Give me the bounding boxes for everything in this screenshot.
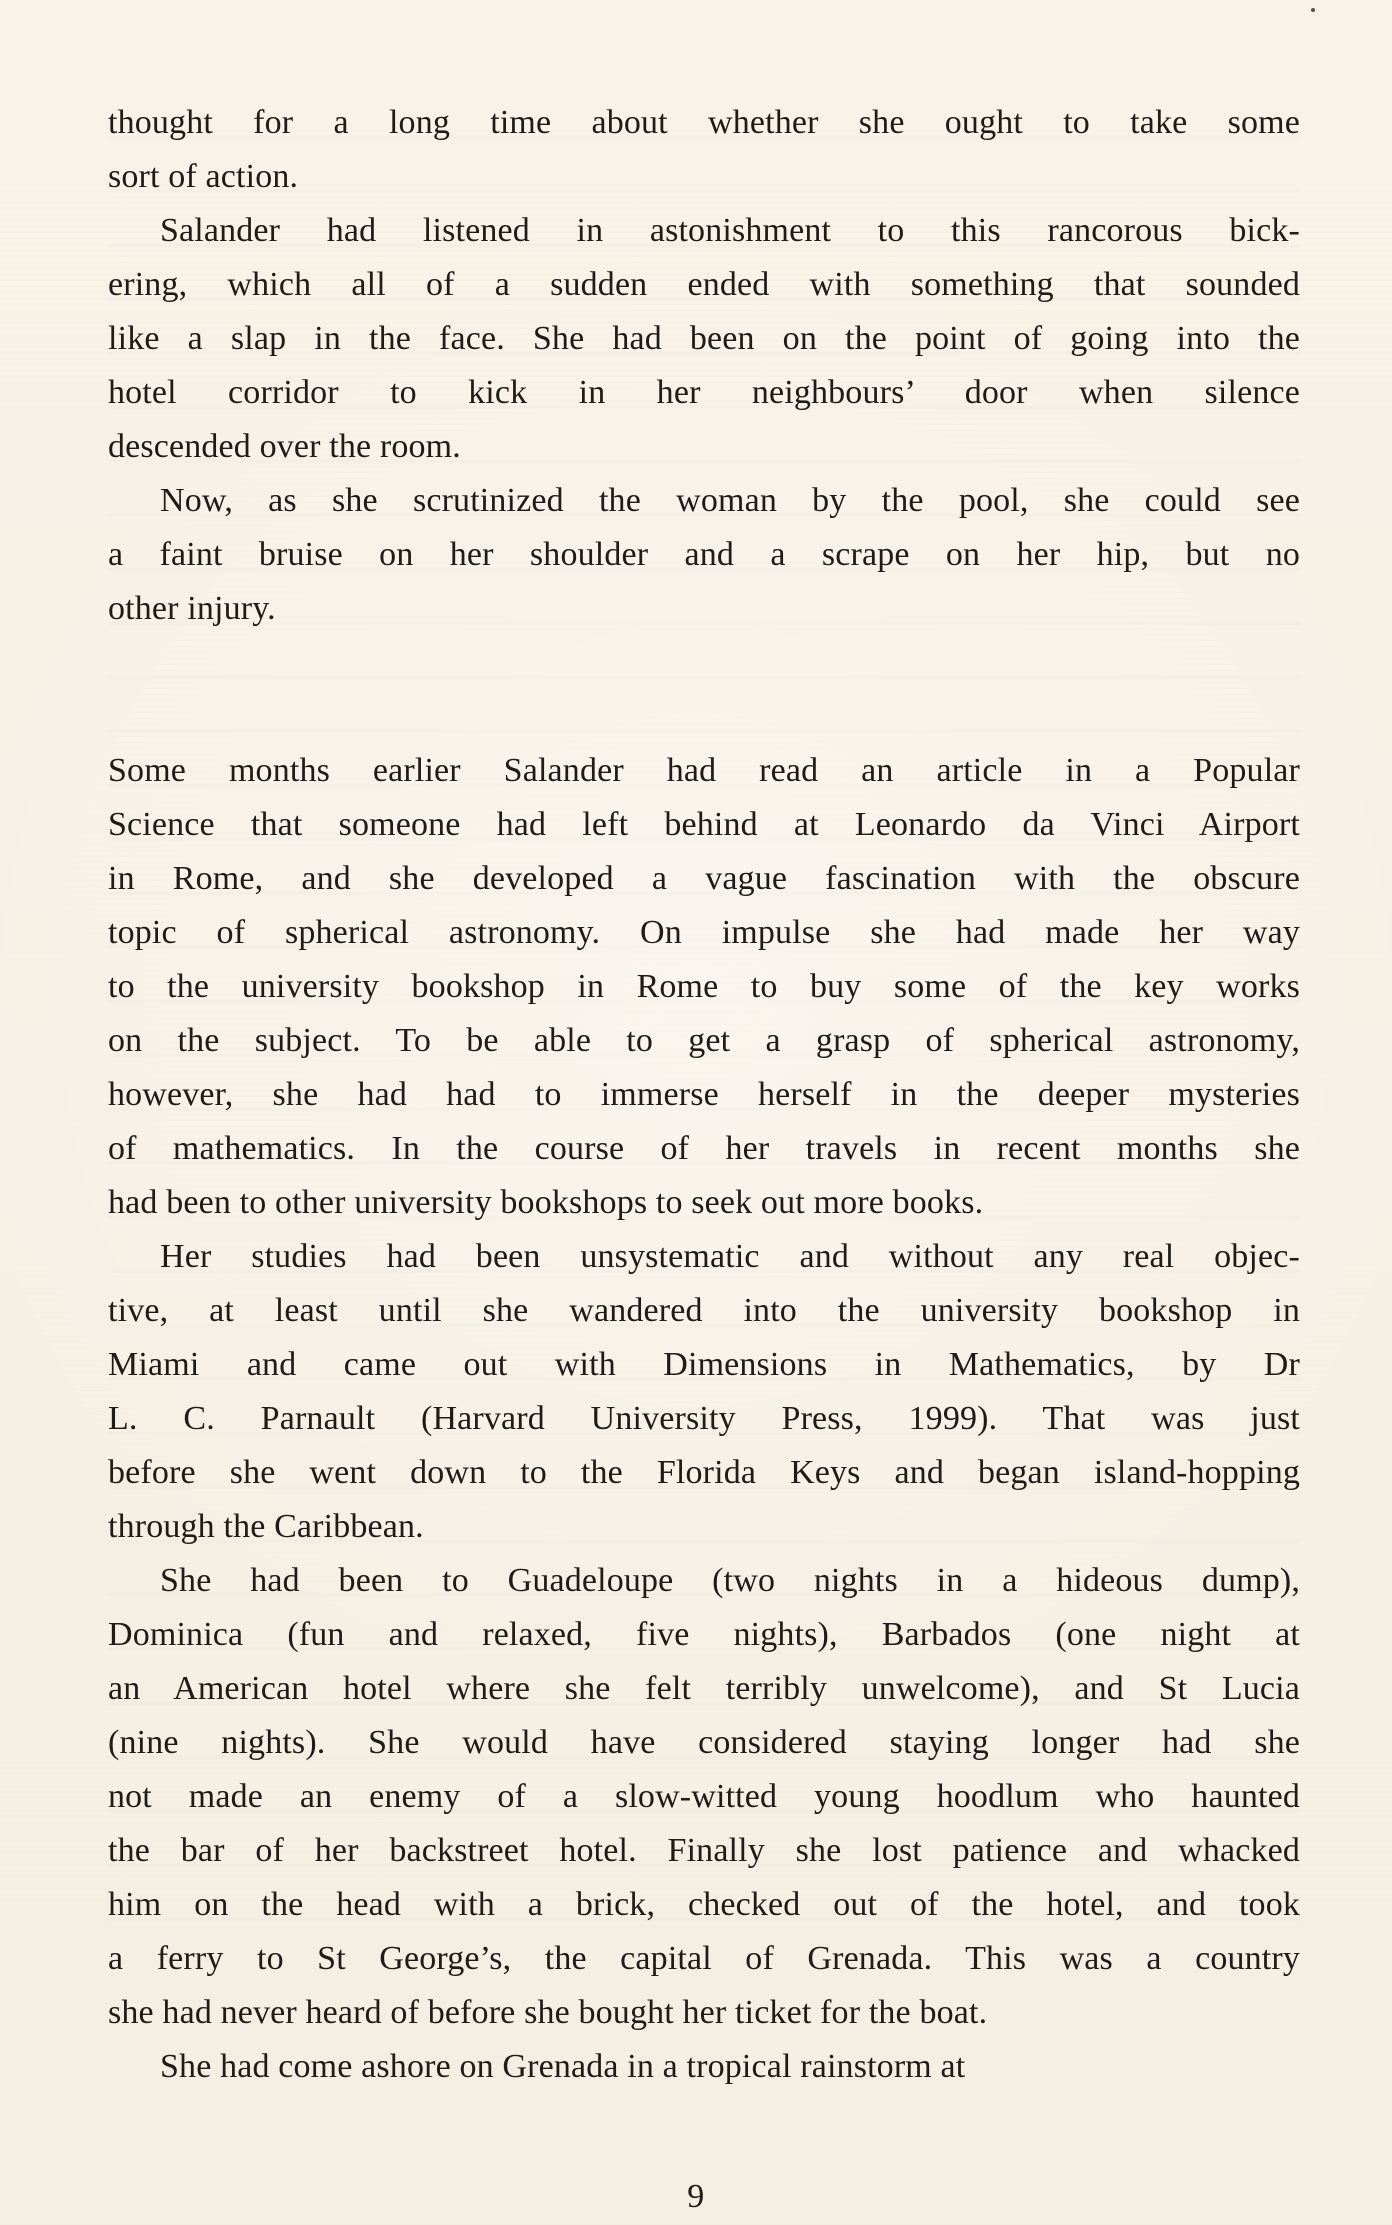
text-line: She had been to Guadeloupe (two nights in a hideous dump), xyxy=(160,1562,1300,1599)
text-line: Dominica (fun and relaxed, five nights), Barbados (one night at xyxy=(108,1616,1300,1653)
text-line: had been to other university bookshops to seek out more books. xyxy=(108,1184,984,1221)
text-line: like a slap in the face. She had been on the point of going into the xyxy=(108,320,1300,357)
scan-mark xyxy=(1311,8,1315,12)
text-line: Miami and came out with Dimensions in Mathematics, by Dr xyxy=(108,1346,1300,1383)
text-line: Now, as she scrutinized the woman by the pool, she could see xyxy=(160,482,1300,519)
text-line: however, she had had to immerse herself in the deeper mysteries xyxy=(108,1076,1300,1113)
text-line: topic of spherical astronomy. On impulse she had made her way xyxy=(108,914,1300,951)
page-number: 9 xyxy=(687,2178,705,2215)
text-line: thought for a long time about whether she ought to take some xyxy=(108,104,1300,141)
text-line: Her studies had been unsystematic and without any real objec- xyxy=(160,1238,1300,1275)
text-line: L. C. Parnault (Harvard University Press, 1999). That was just xyxy=(108,1400,1300,1437)
text-line: (nine nights). She would have considered staying longer had she xyxy=(108,1724,1300,1761)
text-line: sort of action. xyxy=(108,158,299,195)
text-line: She had come ashore on Grenada in a tropical rainstorm at xyxy=(160,2048,966,2085)
text-line: an American hotel where she felt terribly unwelcome), and St Lucia xyxy=(108,1670,1300,1707)
text-line: Science that someone had left behind at Leonardo da Vinci Airport xyxy=(108,806,1300,843)
text-line: ering, which all of a sudden ended with something that sounded xyxy=(108,266,1300,303)
text-line: a ferry to St George’s, the capital of Grenada. This was a country xyxy=(108,1940,1300,1977)
text-line: Salander had listened in astonishment to this rancorous bick- xyxy=(160,212,1300,249)
text-line: other injury. xyxy=(108,590,276,627)
text-line: descended over the room. xyxy=(108,428,461,465)
text-line: a faint bruise on her shoulder and a scrape on her hip, but no xyxy=(108,536,1300,573)
text-line: Some months earlier Salander had read an article in a Popular xyxy=(108,752,1300,789)
text-line: on the subject. To be able to get a grasp of spherical astronomy, xyxy=(108,1022,1300,1059)
text-line: she had never heard of before she bought her ticket for the boat. xyxy=(108,1994,988,2031)
text-line: not made an enemy of a slow-witted young hoodlum who haunted xyxy=(108,1778,1300,1815)
text-line: him on the head with a brick, checked out of the hotel, and took xyxy=(108,1886,1300,1923)
text-line: to the university bookshop in Rome to buy some of the key works xyxy=(108,968,1300,1005)
text-line: in Rome, and she developed a vague fascination with the obscure xyxy=(108,860,1300,897)
text-line: tive, at least until she wandered into the university bookshop in xyxy=(108,1292,1300,1329)
text-line: through the Caribbean. xyxy=(108,1508,424,1545)
text-line: the bar of her backstreet hotel. Finally she lost patience and whacked xyxy=(108,1832,1300,1869)
section-break xyxy=(108,636,1300,744)
page-text xyxy=(108,96,1300,2094)
text-line: before she went down to the Florida Keys and began island-hopping xyxy=(108,1454,1300,1491)
text-line: of mathematics. In the course of her travels in recent months she xyxy=(108,1130,1300,1167)
text-line: hotel corridor to kick in her neighbours’ door when silence xyxy=(108,374,1300,411)
